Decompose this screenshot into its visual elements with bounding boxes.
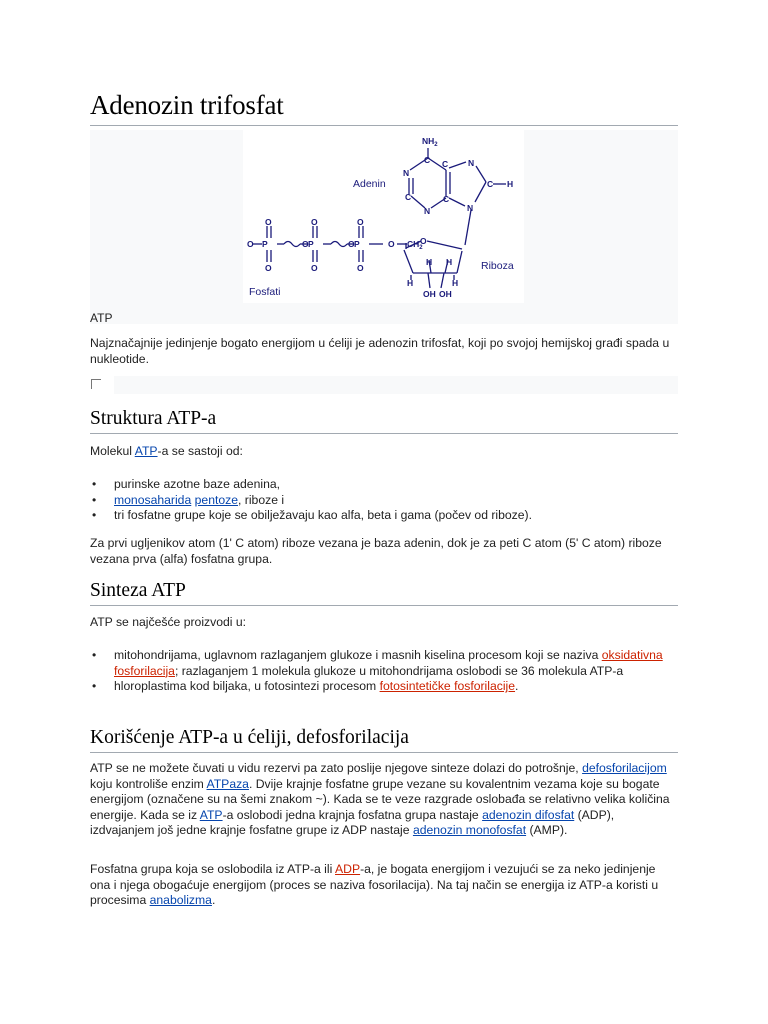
link-monosaharida[interactable]: monosaharida xyxy=(114,492,192,507)
svg-text:O: O xyxy=(388,239,395,249)
koriscenje-paragraph-2: Fosfatna grupa koja se oslobodila iz ATP-a ili ADP-a, je bogata energijom i vezujući se za neko jedinjenje ona i njega obogaćuje energijom (proces se naziva fosorilacija). Na taj način se energija iz ATP-a koristi u procesima anabolizma. xyxy=(90,862,659,907)
list-item: • monosaharida pentoze, riboze i xyxy=(92,492,285,507)
struktura-lead: Molekul ATP-a se sastoji od: xyxy=(90,444,243,458)
svg-text:N: N xyxy=(467,203,474,213)
link-defosforilacijom[interactable]: defosforilacijom xyxy=(582,761,667,775)
sinteza-lead: ATP se najčešće proizvodi u: xyxy=(90,615,247,629)
nh2-label: $NH_2$ xyxy=(422,136,438,148)
svg-text:P: P xyxy=(308,239,314,249)
svg-text:O: O xyxy=(247,239,254,249)
svg-text:O: O xyxy=(357,217,364,227)
sinteza-list xyxy=(90,648,678,695)
section-divider xyxy=(90,605,678,606)
section-divider xyxy=(90,433,678,434)
section-divider xyxy=(90,752,678,753)
riboza-label: Riboza xyxy=(481,260,514,272)
svg-text:O: O xyxy=(265,217,272,227)
svg-text:O: O xyxy=(348,239,355,249)
section-heading-koriscenje: Korišćenje ATP-a u ćeliji, defosforilacija xyxy=(90,727,409,748)
ch2-label: $CH_2$ xyxy=(407,239,423,251)
koriscenje-paragraph-1: ATP se ne možete čuvati u vidu rezervi pa zato poslije njegove sinteze dolazi do potrošnje, defosforilacijom koju kontroliše enzim ATPaza. Dvije krajnje fosfatne grupe vezane su kovalentnim vezama koje su bogate energijom (označene su na šemi znakom ~). Kada se te veze razgrade oslobađa se relativno velika količina energije. Kada se iz ATP-a oslobodi jedna krajnja fosfatna grupa nastaje adenozin difosfat (ADP), izdvajanjem još jedne krajnje fosfatne grupe iz ADP nastaje adenozin monofosfat (AMP). xyxy=(90,761,670,837)
svg-text:H: H xyxy=(507,179,514,189)
svg-text:P: P xyxy=(354,239,360,249)
title-divider xyxy=(90,125,678,126)
section-heading-struktura: Struktura ATP-a xyxy=(90,408,217,429)
link-fotosinteticke-fosforilacije[interactable]: fotosintetičke fosforilacije xyxy=(379,679,516,693)
section-heading-sinteza: Sinteza ATP xyxy=(90,580,186,601)
struktura-list xyxy=(90,477,678,524)
svg-text:P: P xyxy=(262,239,268,249)
svg-text:O: O xyxy=(311,217,318,227)
svg-text:N: N xyxy=(403,168,410,178)
svg-text:O: O xyxy=(311,263,318,273)
link-atpaza[interactable]: ATPaza xyxy=(206,776,249,791)
svg-text:O: O xyxy=(302,239,309,249)
collapsed-box[interactable] xyxy=(90,376,678,394)
adenin-label: Adenin xyxy=(353,178,386,190)
svg-text:C: C xyxy=(443,194,450,204)
list-item: • tri fosfatne grupe koje se obilježavaju kao alfa, beta i gama (počev od riboze). xyxy=(92,508,532,522)
svg-text:H: H xyxy=(452,278,459,288)
broken-image-icon xyxy=(91,379,101,389)
link-atp[interactable]: ATP xyxy=(134,444,158,458)
link-adenozin-difosfat[interactable]: adenozin difosfat xyxy=(482,807,575,822)
svg-text:H: H xyxy=(407,278,414,288)
svg-text:O: O xyxy=(265,263,272,273)
list-item: • mitohondrijama, uglavnom razlaganjem glukoze i masnih kiselina procesom koji se naziva oksidativna fosforilacija; razlaganjem 1 molekula glukoze u mitohondrijama oslobodi se 36 molekula ATP-a xyxy=(92,648,663,678)
svg-text:C: C xyxy=(487,179,494,189)
fosfati-label: Fosfati xyxy=(249,286,281,298)
link-adenozin-monofosfat[interactable]: adenozin monofosfat xyxy=(412,823,527,837)
oh-label-2: OH xyxy=(439,289,452,299)
svg-text:N: N xyxy=(468,158,475,168)
list-item: • hloroplastima kod biljaka, u fotosintezi procesom fotosintetičke fosforilacije. xyxy=(92,679,519,693)
link-anabolizma[interactable]: anabolizma xyxy=(149,893,212,907)
atp-structure-image[interactable] xyxy=(243,130,524,303)
svg-text:O: O xyxy=(357,263,364,273)
atp-structure-drawing xyxy=(243,130,524,303)
intro-paragraph: Najznačajnije jedinjenje bogato energijom u ćeliji je adenozin trifosfat, koji po svojoj hemijskoj građi spada u nukleotide. xyxy=(90,336,670,366)
svg-text:C: C xyxy=(405,192,412,202)
svg-text:H: H xyxy=(426,257,433,267)
svg-text:C: C xyxy=(424,155,431,165)
list-item: • purinske azotne baze adenina, xyxy=(92,477,281,491)
svg-text:O: O xyxy=(420,236,427,246)
svg-text:N: N xyxy=(424,206,431,216)
link-adp[interactable]: ADP xyxy=(335,862,361,876)
link-oksidativna-fosforilacija[interactable]: oksidativna fosforilacija xyxy=(114,648,663,678)
struktura-paragraph: Za prvi ugljenikov atom (1' C atom) riboze vezana je baza adenin, dok je za peti C atom (5' C atom) riboze vezana prva (alfa) fosfatna grupa. xyxy=(90,536,662,566)
oh-label-1: OH xyxy=(423,289,436,299)
svg-text:C: C xyxy=(442,159,449,169)
figure-caption: ATP xyxy=(90,311,113,325)
link-pentoze[interactable]: pentoze xyxy=(194,492,239,507)
link-atp-2[interactable]: ATP xyxy=(199,807,223,822)
svg-text:H: H xyxy=(446,257,453,267)
page-title: Adenozin trifosfat xyxy=(90,90,284,120)
collapsed-box-body xyxy=(114,376,678,394)
